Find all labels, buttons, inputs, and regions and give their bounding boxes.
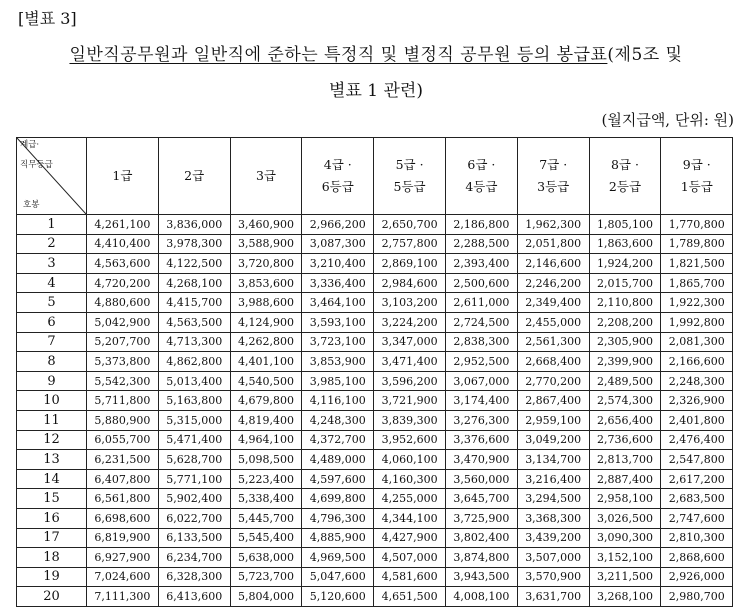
salary-cell: 3,853,600 xyxy=(230,273,302,293)
salary-cell: 3,645,700 xyxy=(445,489,517,509)
salary-cell: 3,570,900 xyxy=(517,567,589,587)
salary-cell: 3,874,800 xyxy=(445,548,517,568)
salary-cell: 1,962,300 xyxy=(517,215,589,235)
table-row xyxy=(17,528,733,548)
salary-cell: 3,134,700 xyxy=(517,450,589,470)
salary-cell: 3,368,300 xyxy=(517,508,589,528)
salary-cell: 2,757,800 xyxy=(374,234,446,254)
salary-cell: 3,460,900 xyxy=(230,215,302,235)
salary-cell: 3,943,500 xyxy=(445,567,517,587)
salary-cell: 2,186,800 xyxy=(445,215,517,235)
salary-cell: 2,747,600 xyxy=(661,508,733,528)
step-number-cell: 15 xyxy=(17,489,87,509)
salary-cell: 3,802,400 xyxy=(445,528,517,548)
salary-cell: 4,410,400 xyxy=(87,234,159,254)
salary-cell: 4,651,500 xyxy=(374,587,446,607)
salary-cell: 1,924,200 xyxy=(589,254,661,274)
salary-cell: 2,288,500 xyxy=(445,234,517,254)
table-row xyxy=(17,469,733,489)
salary-cell: 3,952,600 xyxy=(374,430,446,450)
salary-cell: 4,262,800 xyxy=(230,332,302,352)
salary-cell: 4,540,500 xyxy=(230,371,302,391)
salary-cell: 3,224,200 xyxy=(374,312,446,332)
salary-cell: 2,668,400 xyxy=(517,352,589,372)
salary-cell: 3,985,100 xyxy=(302,371,374,391)
grade-column-label: 9급 · xyxy=(682,157,711,172)
salary-cell: 2,958,100 xyxy=(589,489,661,509)
salary-cell: 1,789,800 xyxy=(661,234,733,254)
salary-cell: 2,166,600 xyxy=(661,352,733,372)
step-number-cell: 6 xyxy=(17,312,87,332)
salary-cell: 4,796,300 xyxy=(302,508,374,528)
step-number-cell: 12 xyxy=(17,430,87,450)
salary-cell: 2,561,300 xyxy=(517,332,589,352)
salary-cell: 5,315,000 xyxy=(158,410,230,430)
grade-column-label: 7급 · xyxy=(539,157,568,172)
salary-cell: 3,174,400 xyxy=(445,391,517,411)
table-row xyxy=(17,371,733,391)
duty-grade-label: 2등급 xyxy=(608,179,642,194)
salary-cell: 3,988,600 xyxy=(230,293,302,313)
salary-cell: 3,507,000 xyxy=(517,548,589,568)
salary-cell: 3,276,300 xyxy=(445,410,517,430)
salary-cell: 5,711,800 xyxy=(87,391,159,411)
salary-cell: 3,631,700 xyxy=(517,587,589,607)
step-number-cell: 4 xyxy=(17,273,87,293)
salary-cell: 4,563,600 xyxy=(87,254,159,274)
salary-table-header xyxy=(17,138,733,215)
salary-cell: 3,836,000 xyxy=(158,215,230,235)
duty-grade-label: 6등급 xyxy=(321,179,354,194)
salary-cell: 6,022,700 xyxy=(158,508,230,528)
salary-cell: 4,372,700 xyxy=(302,430,374,450)
salary-cell: 2,650,700 xyxy=(374,215,446,235)
salary-cell: 3,087,300 xyxy=(302,234,374,254)
salary-cell: 6,819,900 xyxy=(87,528,159,548)
salary-cell: 2,611,000 xyxy=(445,293,517,313)
table-row xyxy=(17,489,733,509)
salary-cell: 3,376,600 xyxy=(445,430,517,450)
document-title-line2: 별표 1 관련) xyxy=(329,81,423,101)
salary-cell: 2,489,500 xyxy=(589,371,661,391)
salary-cell: 3,049,200 xyxy=(517,430,589,450)
salary-cell: 5,445,700 xyxy=(230,508,302,528)
grade-column-header xyxy=(445,138,517,215)
salary-cell: 5,163,800 xyxy=(158,391,230,411)
step-number-cell: 13 xyxy=(17,450,87,470)
salary-cell: 6,413,600 xyxy=(158,587,230,607)
salary-cell: 4,862,800 xyxy=(158,352,230,372)
table-row xyxy=(17,312,733,332)
salary-cell: 1,863,600 xyxy=(589,234,661,254)
salary-cell: 3,839,300 xyxy=(374,410,446,430)
table-row xyxy=(17,430,733,450)
salary-cell: 4,415,700 xyxy=(158,293,230,313)
salary-cell: 2,401,800 xyxy=(661,410,733,430)
salary-cell: 6,698,600 xyxy=(87,508,159,528)
step-number-cell: 8 xyxy=(17,352,87,372)
salary-cell: 3,152,100 xyxy=(589,548,661,568)
salary-cell: 2,146,600 xyxy=(517,254,589,274)
salary-cell: 4,401,100 xyxy=(230,352,302,372)
salary-cell: 4,880,600 xyxy=(87,293,159,313)
salary-cell: 1,992,800 xyxy=(661,312,733,332)
salary-cell: 5,120,600 xyxy=(302,587,374,607)
salary-cell: 5,638,000 xyxy=(230,548,302,568)
salary-cell: 6,561,800 xyxy=(87,489,159,509)
duty-grade-label: 5등급 xyxy=(393,179,426,194)
salary-cell: 4,819,400 xyxy=(230,410,302,430)
salary-cell: 4,597,600 xyxy=(302,469,374,489)
grade-column-header xyxy=(589,138,661,215)
salary-cell: 3,853,900 xyxy=(302,352,374,372)
salary-cell: 3,596,200 xyxy=(374,371,446,391)
salary-cell: 3,725,900 xyxy=(445,508,517,528)
step-number-cell: 18 xyxy=(17,548,87,568)
salary-cell: 3,593,100 xyxy=(302,312,374,332)
salary-cell: 4,563,500 xyxy=(158,312,230,332)
salary-cell: 7,024,600 xyxy=(87,567,159,587)
salary-cell: 5,207,700 xyxy=(87,332,159,352)
salary-cell: 2,810,300 xyxy=(661,528,733,548)
salary-cell: 4,255,000 xyxy=(374,489,446,509)
salary-cell: 4,969,500 xyxy=(302,548,374,568)
salary-cell: 2,081,300 xyxy=(661,332,733,352)
salary-cell: 3,439,200 xyxy=(517,528,589,548)
salary-cell: 4,268,100 xyxy=(158,273,230,293)
step-number-cell: 14 xyxy=(17,469,87,489)
salary-cell: 2,736,600 xyxy=(589,430,661,450)
salary-cell: 4,060,100 xyxy=(374,450,446,470)
salary-cell: 5,542,300 xyxy=(87,371,159,391)
grade-column-header xyxy=(158,138,230,215)
salary-cell: 3,978,300 xyxy=(158,234,230,254)
table-row xyxy=(17,450,733,470)
salary-cell: 2,959,100 xyxy=(517,410,589,430)
table-row xyxy=(17,273,733,293)
salary-cell: 3,026,500 xyxy=(589,508,661,528)
salary-cell: 2,455,000 xyxy=(517,312,589,332)
salary-cell: 6,055,700 xyxy=(87,430,159,450)
salary-cell: 3,336,400 xyxy=(302,273,374,293)
step-number-cell: 7 xyxy=(17,332,87,352)
salary-cell: 3,471,400 xyxy=(374,352,446,372)
salary-cell: 1,805,100 xyxy=(589,215,661,235)
salary-cell: 4,116,100 xyxy=(302,391,374,411)
grade-column-header xyxy=(87,138,159,215)
salary-cell: 3,470,900 xyxy=(445,450,517,470)
salary-cell: 4,122,500 xyxy=(158,254,230,274)
salary-cell: 2,952,500 xyxy=(445,352,517,372)
grade-column-label: 1급 xyxy=(112,168,133,183)
step-number-cell: 1 xyxy=(17,215,87,235)
salary-cell: 3,210,400 xyxy=(302,254,374,274)
salary-cell: 4,699,800 xyxy=(302,489,374,509)
salary-cell: 2,656,400 xyxy=(589,410,661,430)
salary-cell: 4,261,100 xyxy=(87,215,159,235)
salary-cell: 3,588,900 xyxy=(230,234,302,254)
step-number-cell: 5 xyxy=(17,293,87,313)
salary-cell: 5,042,900 xyxy=(87,312,159,332)
table-row xyxy=(17,587,733,607)
table-row xyxy=(17,254,733,274)
table-row xyxy=(17,293,733,313)
salary-cell: 5,545,400 xyxy=(230,528,302,548)
table-row xyxy=(17,548,733,568)
salary-cell: 4,679,800 xyxy=(230,391,302,411)
step-number-cell: 19 xyxy=(17,567,87,587)
salary-cell: 5,338,400 xyxy=(230,489,302,509)
salary-cell: 4,008,100 xyxy=(445,587,517,607)
salary-cell: 3,720,800 xyxy=(230,254,302,274)
step-number-cell: 16 xyxy=(17,508,87,528)
salary-cell: 5,628,700 xyxy=(158,450,230,470)
document-title-rest: (제5조 및 xyxy=(607,45,683,65)
document-title xyxy=(0,40,752,65)
duty-grade-label: 1등급 xyxy=(680,179,713,194)
step-number-cell: 3 xyxy=(17,254,87,274)
salary-cell: 2,868,600 xyxy=(661,548,733,568)
salary-cell: 3,216,400 xyxy=(517,469,589,489)
salary-cell: 4,885,900 xyxy=(302,528,374,548)
salary-cell: 3,721,900 xyxy=(374,391,446,411)
salary-cell: 3,103,200 xyxy=(374,293,446,313)
salary-cell: 5,047,600 xyxy=(302,567,374,587)
grade-column-header xyxy=(302,138,374,215)
grade-column-header xyxy=(374,138,446,215)
salary-cell: 1,770,800 xyxy=(661,215,733,235)
grade-column-header xyxy=(517,138,589,215)
salary-cell: 2,683,500 xyxy=(661,489,733,509)
table-row xyxy=(17,352,733,372)
salary-cell: 2,393,400 xyxy=(445,254,517,274)
salary-cell: 2,770,200 xyxy=(517,371,589,391)
salary-cell: 2,248,300 xyxy=(661,371,733,391)
salary-cell: 3,560,000 xyxy=(445,469,517,489)
step-number-cell: 20 xyxy=(17,587,87,607)
salary-cell: 5,804,000 xyxy=(230,587,302,607)
salary-cell: 5,880,900 xyxy=(87,410,159,430)
unit-note: (월지급액, 단위: 원) xyxy=(601,111,734,129)
salary-cell: 5,902,400 xyxy=(158,489,230,509)
table-row xyxy=(17,215,733,235)
salary-cell: 4,964,100 xyxy=(230,430,302,450)
salary-cell: 4,124,900 xyxy=(230,312,302,332)
salary-cell: 1,865,700 xyxy=(661,273,733,293)
salary-cell: 2,574,300 xyxy=(589,391,661,411)
salary-cell: 4,507,000 xyxy=(374,548,446,568)
salary-cell: 2,926,000 xyxy=(661,567,733,587)
corner-label-step: 호봉 xyxy=(23,200,40,210)
salary-cell: 4,427,900 xyxy=(374,528,446,548)
salary-cell: 1,821,500 xyxy=(661,254,733,274)
grade-column-label: 5급 · xyxy=(395,157,424,172)
salary-cell: 2,500,600 xyxy=(445,273,517,293)
duty-grade-label: 3등급 xyxy=(537,179,570,194)
salary-cell: 7,111,300 xyxy=(87,587,159,607)
salary-cell: 4,713,300 xyxy=(158,332,230,352)
salary-cell: 2,867,400 xyxy=(517,391,589,411)
salary-cell: 3,067,000 xyxy=(445,371,517,391)
annex-tag: [별표 3] xyxy=(18,9,77,28)
grade-column-label: 6급 · xyxy=(467,157,496,172)
salary-cell: 3,464,100 xyxy=(302,293,374,313)
salary-cell: 6,231,500 xyxy=(87,450,159,470)
salary-cell: 2,887,400 xyxy=(589,469,661,489)
grade-column-label: 2급 xyxy=(184,168,205,183)
salary-cell: 2,349,400 xyxy=(517,293,589,313)
salary-cell: 2,246,200 xyxy=(517,273,589,293)
salary-cell: 5,771,100 xyxy=(158,469,230,489)
salary-cell: 6,328,300 xyxy=(158,567,230,587)
salary-cell: 4,344,100 xyxy=(374,508,446,528)
salary-cell: 6,927,900 xyxy=(87,548,159,568)
salary-cell: 2,838,300 xyxy=(445,332,517,352)
salary-cell: 2,617,200 xyxy=(661,469,733,489)
step-number-cell: 11 xyxy=(17,410,87,430)
salary-cell: 4,581,600 xyxy=(374,567,446,587)
salary-cell: 5,223,400 xyxy=(230,469,302,489)
table-row xyxy=(17,508,733,528)
grade-column-label: 4급 · xyxy=(323,157,352,172)
salary-cell: 5,098,500 xyxy=(230,450,302,470)
step-number-cell: 10 xyxy=(17,391,87,411)
salary-cell: 6,133,500 xyxy=(158,528,230,548)
salary-cell: 1,922,300 xyxy=(661,293,733,313)
salary-cell: 2,399,900 xyxy=(589,352,661,372)
salary-cell: 2,869,100 xyxy=(374,254,446,274)
salary-cell: 5,373,800 xyxy=(87,352,159,372)
salary-cell: 2,305,900 xyxy=(589,332,661,352)
table-row xyxy=(17,567,733,587)
table-row xyxy=(17,332,733,352)
duty-grade-label: 4등급 xyxy=(465,179,498,194)
salary-cell: 5,471,400 xyxy=(158,430,230,450)
document-title-underlined: 일반직공무원과 일반직에 준하는 특정직 및 별정직 공무원 등의 봉급표 xyxy=(69,45,608,65)
grade-column-label: 3급 xyxy=(255,168,276,183)
step-number-cell: 2 xyxy=(17,234,87,254)
step-number-cell: 9 xyxy=(17,371,87,391)
salary-cell: 2,110,800 xyxy=(589,293,661,313)
grade-column-label: 8급 · xyxy=(610,157,639,172)
salary-cell: 3,268,100 xyxy=(589,587,661,607)
salary-cell: 2,984,600 xyxy=(374,273,446,293)
table-row xyxy=(17,410,733,430)
corner-label-grade: 계급· xyxy=(20,140,40,150)
grade-column-header xyxy=(661,138,733,215)
table-row xyxy=(17,391,733,411)
salary-cell: 3,347,000 xyxy=(374,332,446,352)
grade-column-header xyxy=(230,138,302,215)
salary-cell: 2,724,500 xyxy=(445,312,517,332)
salary-cell: 3,723,100 xyxy=(302,332,374,352)
salary-cell: 2,980,700 xyxy=(661,587,733,607)
salary-cell: 2,208,200 xyxy=(589,312,661,332)
salary-cell: 6,234,700 xyxy=(158,548,230,568)
table-row xyxy=(17,234,733,254)
salary-cell: 6,407,800 xyxy=(87,469,159,489)
salary-cell: 2,813,700 xyxy=(589,450,661,470)
salary-cell: 4,720,200 xyxy=(87,273,159,293)
salary-cell: 5,013,400 xyxy=(158,371,230,391)
salary-cell: 2,326,900 xyxy=(661,391,733,411)
corner-header xyxy=(17,138,87,215)
salary-cell: 3,211,500 xyxy=(589,567,661,587)
salary-cell: 2,966,200 xyxy=(302,215,374,235)
salary-cell: 5,723,700 xyxy=(230,567,302,587)
salary-table xyxy=(16,137,733,607)
salary-cell: 3,090,300 xyxy=(589,528,661,548)
step-number-cell: 17 xyxy=(17,528,87,548)
salary-cell: 2,051,800 xyxy=(517,234,589,254)
salary-cell: 2,476,400 xyxy=(661,430,733,450)
salary-cell: 2,547,800 xyxy=(661,450,733,470)
salary-cell: 2,015,700 xyxy=(589,273,661,293)
salary-cell: 4,160,300 xyxy=(374,469,446,489)
salary-cell: 4,489,000 xyxy=(302,450,374,470)
salary-cell: 4,248,300 xyxy=(302,410,374,430)
corner-label-duty: 직무등급 xyxy=(20,160,53,170)
salary-cell: 3,294,500 xyxy=(517,489,589,509)
